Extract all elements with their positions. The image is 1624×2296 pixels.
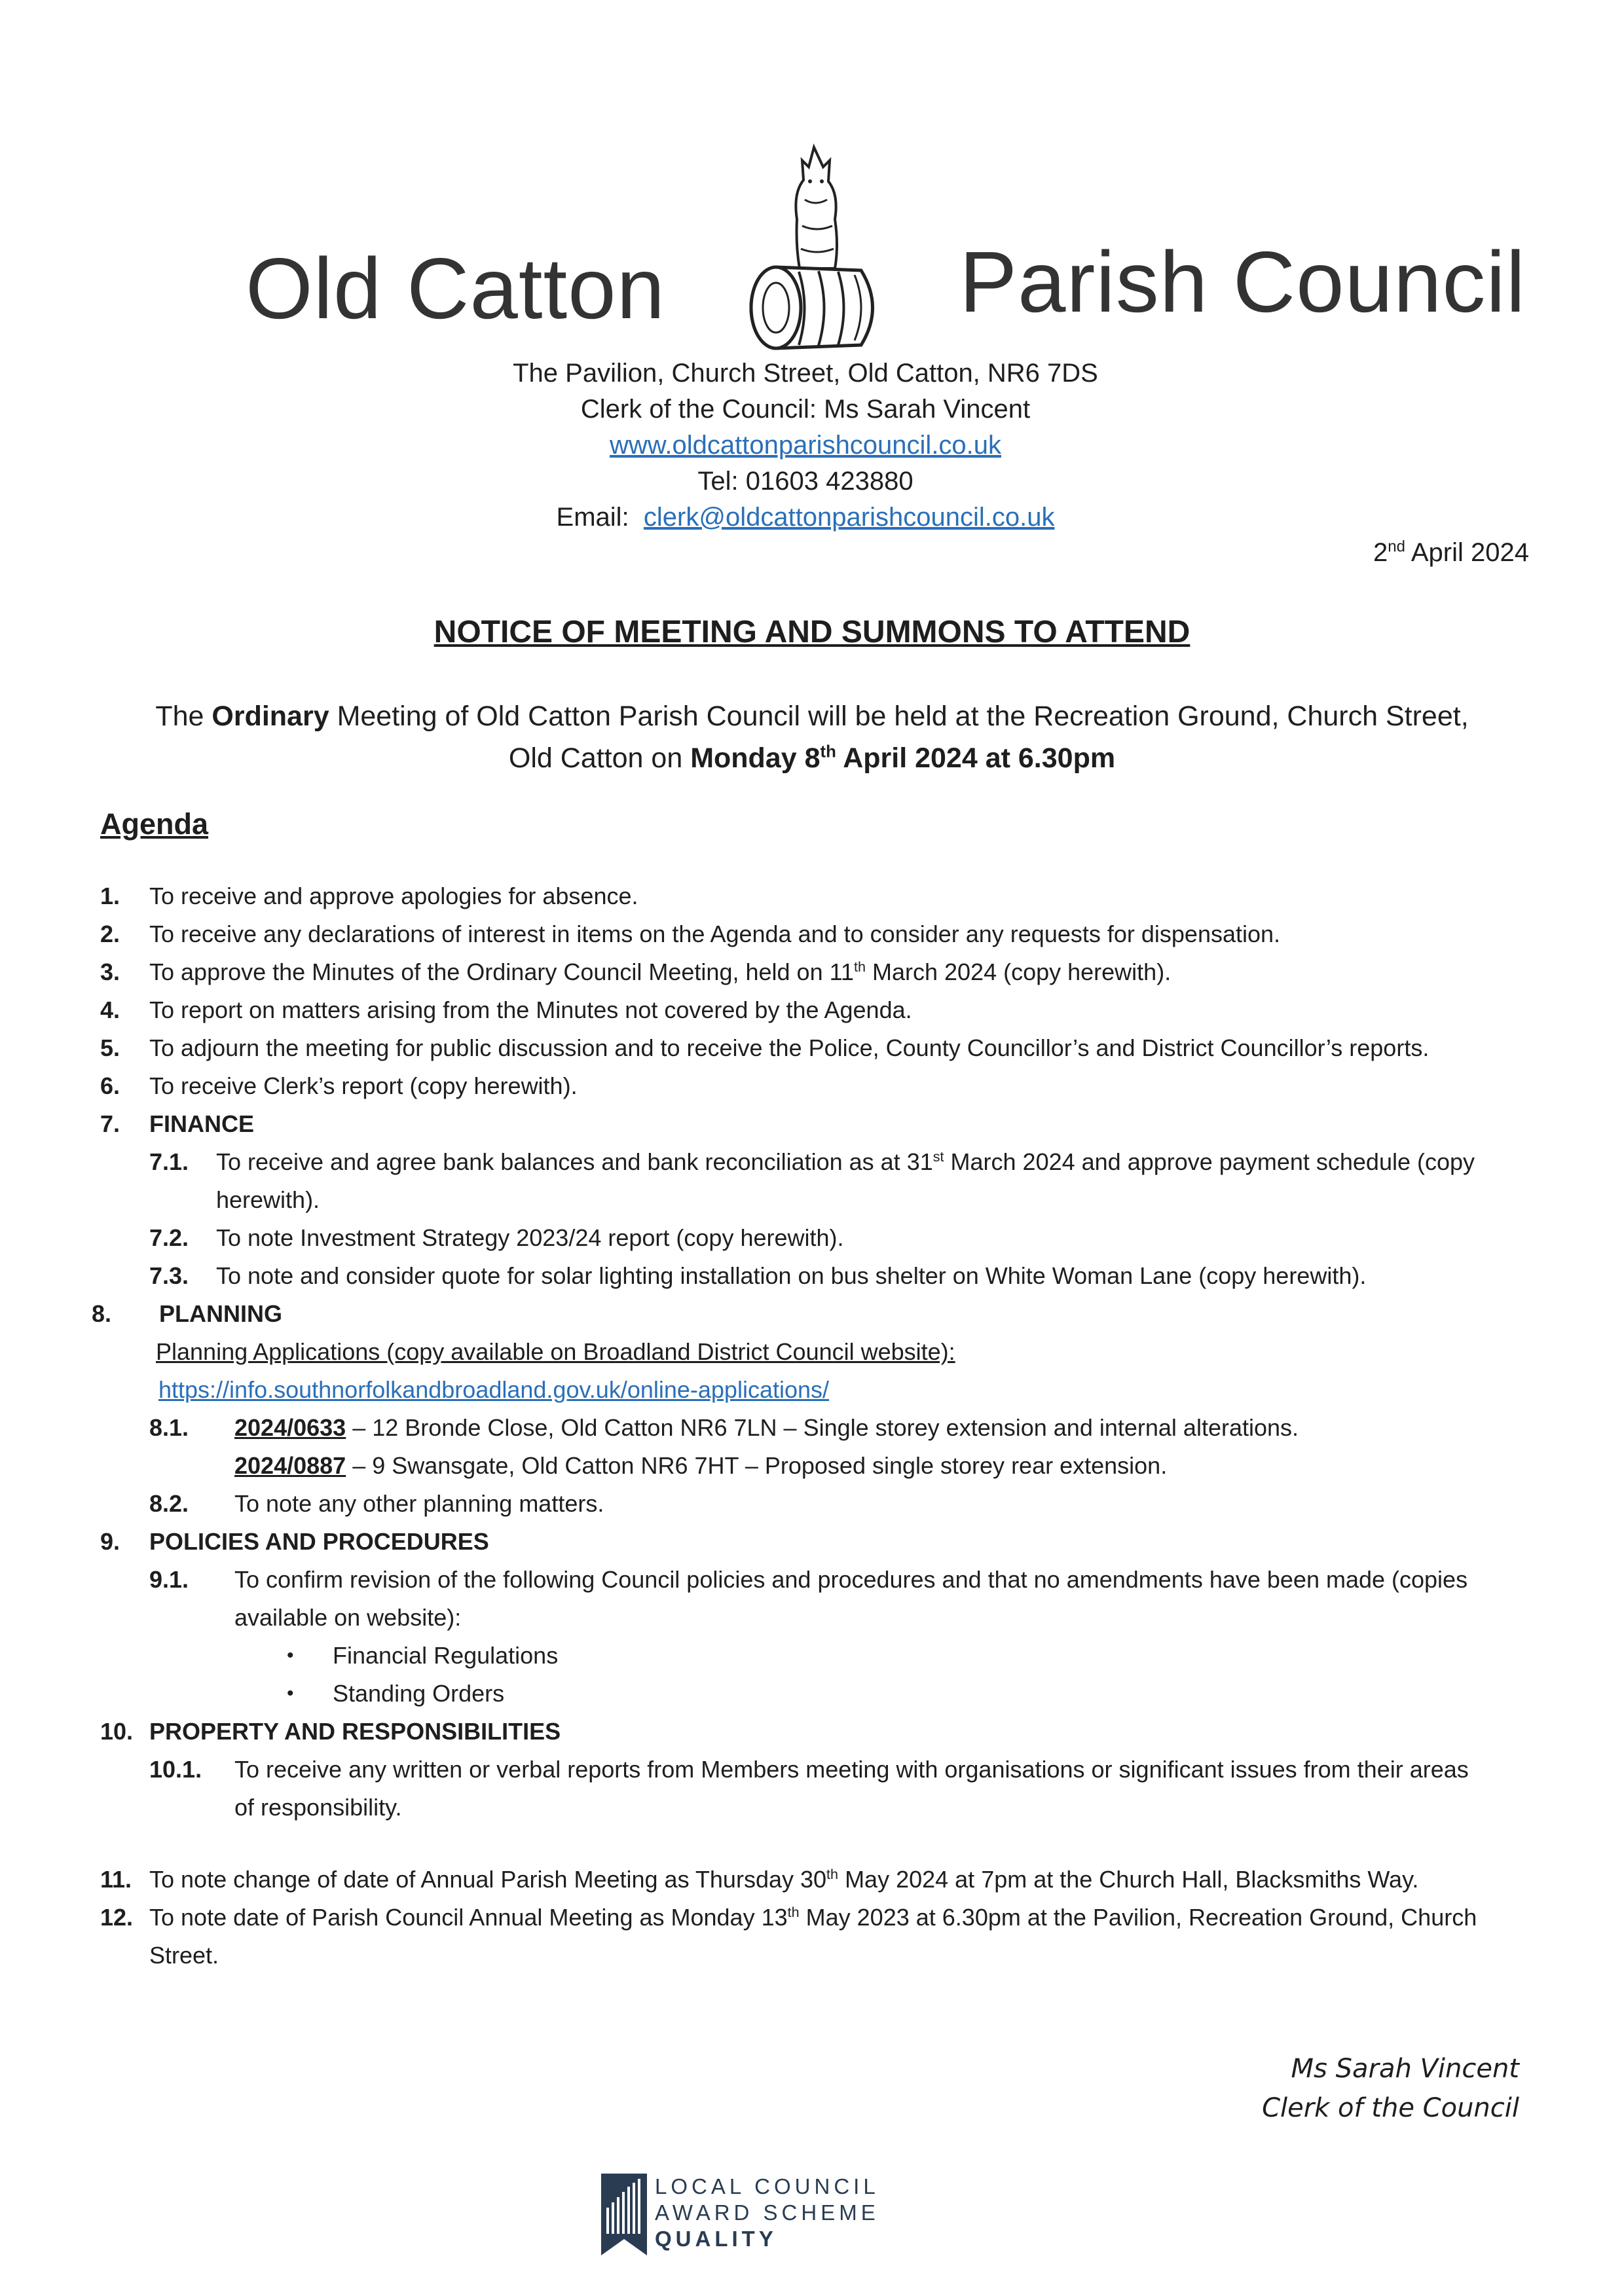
agenda-subitem [0,1257,1624,1295]
item-text: To receive any written or verbal reports from Members meeting with organisations or significant issues from their areas [234,1756,1469,1783]
item-number: 11. [100,1866,132,1893]
agenda-subitem [0,1219,1624,1257]
text-part: May 2024 at 7pm at the Church Hall, Blacksmiths Way. [838,1866,1419,1893]
award-line: AWARD SCHEME [655,2200,879,2225]
item-number: 10.1. [149,1756,202,1783]
intro-part: Meeting of Old Catton Parish Council will be held at the Recreation Ground, Church Street, [329,701,1469,732]
intro-part: The [155,701,212,732]
address-line: The Pavilion, Church Street, Old Catton, NR6 7DS [513,359,1098,388]
text-part: To note date of Parish Council Annual Meeting as Monday 13 [149,1904,788,1931]
agenda-item [0,1861,1624,1899]
bullet-icon: • [287,1683,294,1704]
item-text-cont: Street. [149,1942,219,1969]
item-heading: POLICIES AND PROCEDURES [149,1528,489,1555]
policy-name: Financial Regulations [333,1642,559,1669]
agenda-item [0,1523,1624,1561]
item-number: 7.2. [149,1224,189,1251]
application-ref: 2024/0633 [234,1414,346,1441]
item-number: 10. [100,1718,134,1745]
item-text: To report on matters arising from the Minutes not covered by the Agenda. [149,996,912,1023]
parish-crest-icon [737,141,894,357]
item-text-cont: available on website): [234,1604,462,1631]
item-number: 8. [92,1300,112,1327]
title-right: Parish Council [959,234,1526,330]
application-ref: 2024/0887 [234,1452,346,1479]
agenda-subitem [0,1143,1624,1219]
item-text: To adjourn the meeting for public discussion and to receive the Police, County Councillor’s and District Councillor’s reports. [149,1034,1430,1061]
date-day: 2 [1373,538,1388,567]
signature-name: Ms Sarah Vincent [1291,2054,1519,2084]
date-suffix: nd [1388,538,1405,556]
agenda-subitem [0,1485,1624,1523]
signature-role: Clerk of the Council [1262,2093,1519,2123]
email-link[interactable]: clerk@oldcattonparishcouncil.co.uk [643,503,1055,532]
item-text: To note Investment Strategy 2023/24 report (copy herewith). [216,1224,844,1251]
item-heading: FINANCE [149,1110,254,1137]
agenda-item [0,1029,1624,1067]
item-text: To note and consider quote for solar lighting installation on bus shelter on White Woman Lane (copy herewith). [216,1262,1367,1289]
intro-when-sup: th [820,742,836,761]
item-text: To receive Clerk’s report (copy herewith). [149,1072,578,1099]
item-number: 12. [100,1904,134,1931]
item-number: 8.2. [149,1490,189,1517]
application-desc: – 9 Swansgate, Old Catton NR6 7HT – Proposed single storey rear extension. [346,1452,1168,1479]
planning-note [0,1333,1624,1371]
policy-bullet [0,1637,1624,1675]
text-part: To receive and agree bank balances and bank reconciliation as at 31 [216,1148,933,1175]
notice-date [1373,538,1529,568]
intro-when: April 2024 at 6.30pm [836,742,1116,774]
item-heading: PLANNING [159,1300,282,1327]
item-number: 6. [100,1072,120,1099]
notice-title: NOTICE OF MEETING AND SUMMONS TO ATTEND [434,615,1190,649]
agenda-item [0,877,1624,915]
intro-part: Old Catton on [508,742,691,774]
ordinal-suffix: th [787,1904,800,1920]
item-heading: PROPERTY AND RESPONSIBILITIES [149,1718,561,1745]
website-link[interactable]: www.oldcattonparishcouncil.co.uk [609,431,1002,460]
ordinal-suffix: st [932,1148,944,1165]
agenda-subitem [0,1751,1624,1827]
item-number: 4. [100,996,120,1023]
text-part: To note change of date of Annual Parish Meeting as Thursday 30 [149,1866,827,1893]
policy-name: Standing Orders [333,1680,505,1707]
website-row [0,429,1617,462]
item-number: 1. [100,883,120,909]
tel-line: Tel: 01603 423880 [697,467,913,496]
item-text [149,953,1624,991]
item-text: To note any other planning matters. [234,1490,604,1517]
email-row [0,501,1617,534]
agenda-item [0,1899,1624,1975]
date-rest: April 2024 [1405,538,1529,567]
item-text-cont: of responsibility. [234,1794,402,1821]
planning-link-row [0,1371,1624,1409]
item-text: To confirm revision of the following Council policies and procedures and that no amendments have been made (copies [234,1566,1468,1593]
agenda-heading: Agenda [100,807,209,841]
item-text [149,1899,1624,1937]
planning-subheading: Planning Applications (copy available on Broadland District Council website): [156,1338,955,1365]
agenda-item [0,915,1624,953]
text-part: To approve the Minutes of the Ordinary Council Meeting, held on 11 [149,958,854,985]
item-number: 5. [100,1034,120,1061]
item-number: 2. [100,920,120,947]
award-scheme-logo-icon [601,2174,647,2255]
agenda-item [0,991,1624,1029]
clerk-line: Clerk of the Council: Ms Sarah Vincent [580,395,1031,424]
application-desc: – 12 Bronde Close, Old Catton NR6 7LN – Single storey extension and internal alterations. [346,1414,1299,1441]
agenda-item [0,1295,1624,1333]
email-label: Email: [556,503,629,532]
item-text [149,1861,1624,1899]
intro-when: Monday 8 [690,742,821,774]
signature-block [1262,2049,1519,2128]
title-left: Old Catton [246,240,665,337]
text-part: March 2024 and approve payment schedule (copy [944,1148,1475,1175]
item-number: 7. [100,1110,120,1137]
agenda-item [0,953,1624,991]
agenda-list [0,877,1624,1975]
intro-bold: Ordinary [212,701,329,732]
item-text-cont: herewith). [216,1186,320,1213]
award-line: QUALITY [655,2227,777,2251]
planning-application [234,1409,1624,1447]
item-text: To receive any declarations of interest in items on the Agenda and to consider any requests for dispensation. [149,920,1281,947]
policy-bullet [0,1675,1624,1713]
spacer [0,1827,1624,1861]
item-text: To receive and approve apologies for absence. [149,883,638,909]
agenda-item [0,1105,1624,1143]
agenda-subitem [0,1409,1624,1485]
bullet-icon: • [287,1645,294,1666]
item-text [216,1143,1624,1181]
agenda-item [0,1067,1624,1105]
ordinal-suffix: th [853,958,866,975]
ordinal-suffix: th [826,1866,839,1882]
item-number: 9.1. [149,1566,189,1593]
text-part: March 2024 (copy herewith). [865,958,1172,985]
planning-application [234,1447,1624,1485]
item-number: 3. [100,958,120,985]
award-scheme-text [655,2174,879,2252]
award-line: LOCAL COUNCIL [655,2174,879,2198]
agenda-subitem [0,1561,1624,1637]
planning-applications-link[interactable]: https://info.southnorfolkandbroadland.gov.uk/online-applications/ [158,1376,830,1403]
item-number: 7.3. [149,1262,189,1289]
text-part: May 2023 at 6.30pm at the Pavilion, Recreation Ground, Church [799,1904,1477,1931]
item-number: 8.1. [149,1414,189,1441]
agenda-item [0,1713,1624,1751]
item-number: 9. [100,1528,120,1555]
meeting-intro [105,695,1519,779]
item-number: 7.1. [149,1148,189,1175]
